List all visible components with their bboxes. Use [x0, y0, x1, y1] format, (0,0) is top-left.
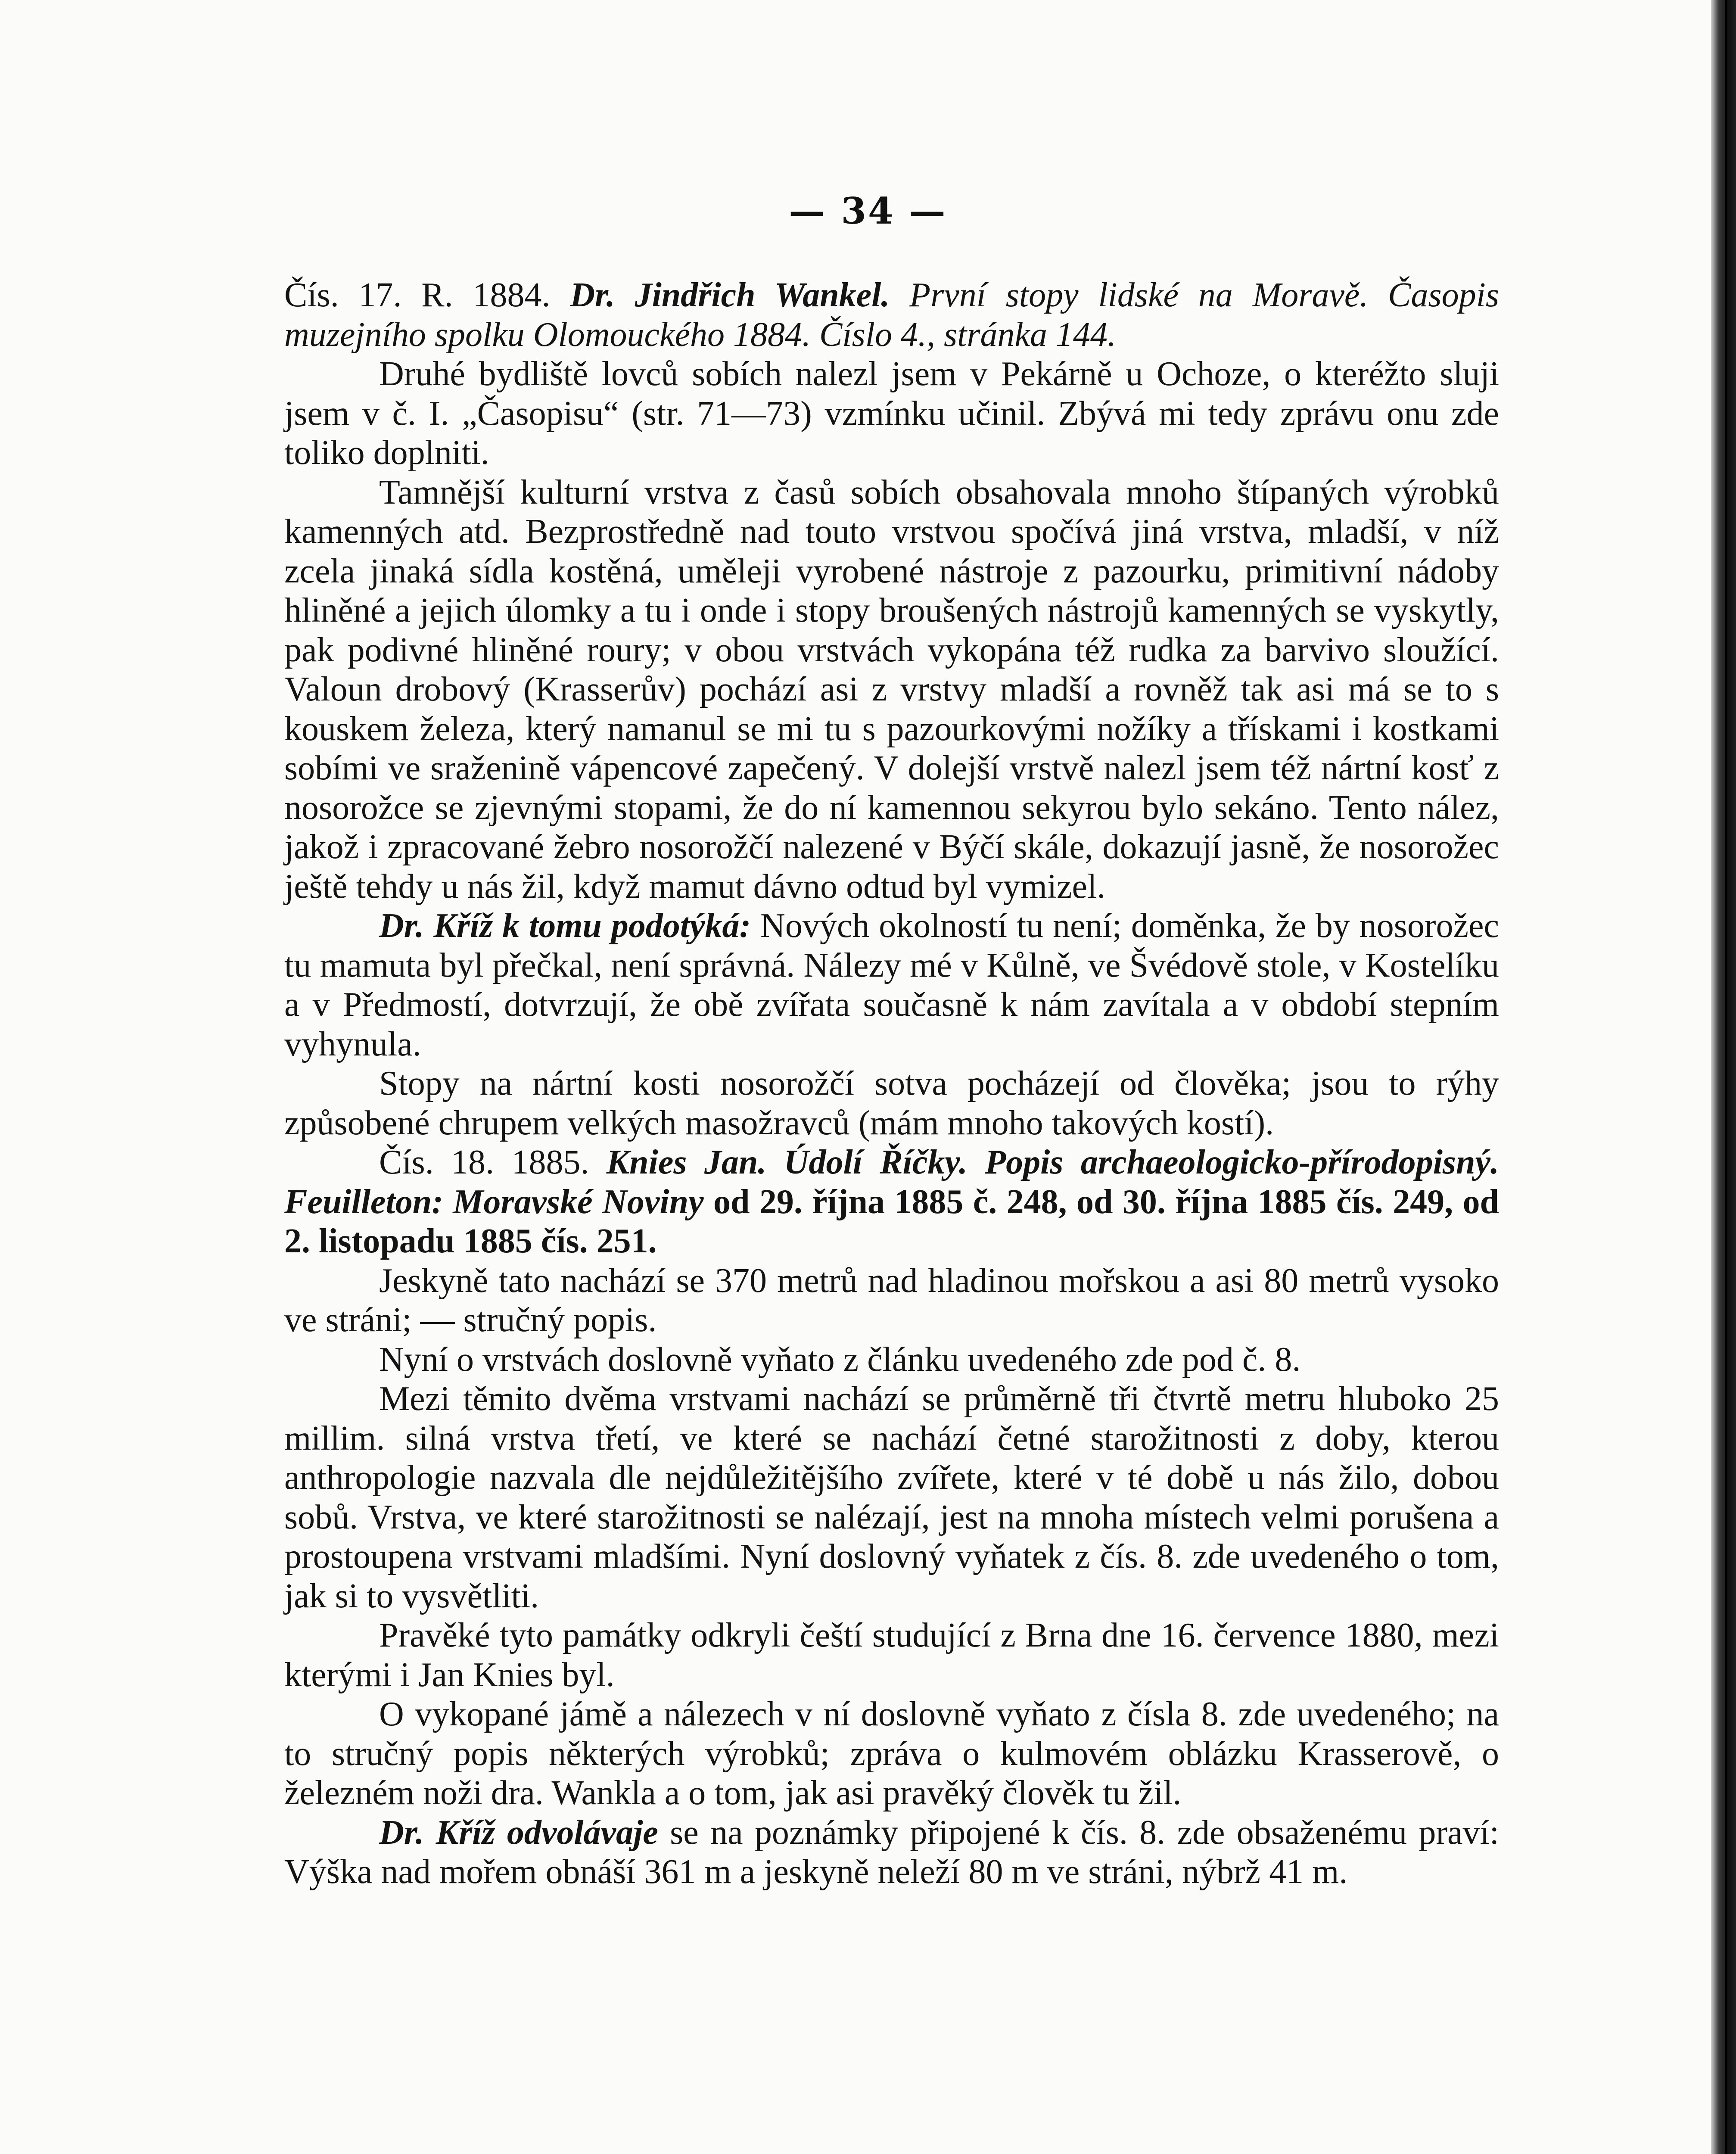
paragraph: Nyní o vrstvách doslovně vyňato z článku uvedeného zde pod č. 8.: [379, 1340, 1301, 1379]
paragraph: O vykopané jámě a nálezech v ní doslovně vyňato z čísla 8. zde uvedeného; na to stručný popis některých výrobků; zpráva o kulmovém oblázku Krasserově, o železném noži dra. Wankla a o tom, jak asi pravěký člověk tu žil.: [284, 1695, 1499, 1812]
citation-17-ref: Čís. 17. R. 1884.: [284, 276, 551, 314]
page-text: [284, 276, 1499, 1892]
citation-17-author: Dr. Jindřich Wankel.: [570, 276, 890, 314]
citation-17-title: První stopy lidské na Moravě. Časopis muzejního spolku Olomouckého 1884. Číslo 4., stránka 144.: [284, 276, 1500, 354]
paragraph: Jeskyně tato nachází se 370 metrů nad hladinou mořskou a asi 80 metrů vysoko ve stráni; — stručný popis.: [284, 1261, 1499, 1339]
citation-18-title: Údolí Říčky. Popis archaeologicko-přírodopisný. Feuilleton: Moravské Noviny: [284, 1143, 1499, 1221]
paragraph: Mezi těmito dvěma vrstvami nachází se průměrně tři čtvrtě metru hluboko 25 millim. silná vrstva třetí, ve které se nachází četné starožitnosti z doby, kterou anthropologie nazvala dle nejdůležitějšího zvířete, které v té době u nás žilo, dobou sobů. Vrstva, ve které starožitnosti se nalézají, jest na mnoha místech velmi porušena a prostoupena vrstvami mladšími. Nyní doslovný vyňatek z čís. 8. zde uvedeného o tom, jak si to vysvětliti.: [284, 1380, 1499, 1615]
page-number: — 34 —: [789, 190, 947, 232]
paragraph-text: se na poznámky připojené k čís. 8. zde obsaženému praví: Výška nad mořem obnáší 361 m a jeskyně neleží 80 m ve stráni, nýbrž 41 m.: [284, 1813, 1499, 1891]
scan-border: [1711, 0, 1736, 2154]
citation-18-ref: Čís. 18. 1885.: [379, 1143, 589, 1181]
citation-18-author: Knies Jan.: [606, 1143, 767, 1181]
citation-18-dates: od 29. října 1885 č. 248, od 30. října 1885 čís. 249, od 2. listopadu 1885 čís. 251.: [284, 1183, 1499, 1260]
scan-border-line: [1725, 0, 1727, 2154]
paragraph-kriz-17: [284, 906, 1499, 1064]
kriz-name: Dr. Kříž k tomu podotýká:: [379, 907, 751, 945]
citation-18: [284, 1143, 1499, 1261]
citation-17: [284, 276, 1499, 355]
paragraph-kriz-18: [284, 1813, 1499, 1892]
paragraph: Druhé bydliště lovců sobích nalezl jsem v Pekárně u Ochoze, o kteréžto sluji jsem v č. I. „Časopisu“ (str. 71—73) vzmínku učinil. Zbývá mi tedy zprávu onu zde toliko doplniti.: [284, 355, 1499, 472]
paragraph: Pravěké tyto památky odkryli čeští studující z Brna dne 16. července 1880, mezi kterými i Jan Knies byl.: [284, 1616, 1499, 1694]
paragraph: Tamnější kulturní vrstva z časů sobích obsahovala mnoho štípaných výrobků kamenných atd. Bezprostředně nad touto vrstvou spočívá jiná vrstva, mladší, v níž zcela jinaká sídla kostěná, uměleji vyrobené nástroje z pazourku, primitivní nádoby hliněné a jejich úlomky a tu i onde i stopy broušených nástrojů kamenných se vyskytly, pak podivné hliněné roury; v obou vrstvách vykopána též rudka za barvivo sloužící. Valoun drobový (Krasserův) pochází asi z vrstvy mladší a rovněž tak asi má se to s kouskem železa, který namanul se mi tu s pazourkovými nožíky a třískami i kostkami sobími ve sraženině vápencové zapečený. V dolejší vrstvě nalezl jsem též nártní kosť z nosorožce se zjevnými stopami, že do ní kamennou sekyrou bylo sekáno. Tento nález, jakož i zpracované žebro nosorožčí nalezené v Býčí skále, dokazují jasně, že nosorožec ještě tehdy u nás žil, když mamut dávno odtud byl vymizel.: [284, 473, 1499, 906]
paragraph-text: Nových okolností tu není; doměnka, že by nosorožec tu mamuta byl přečkal, není správná. Nálezy mé v Kůlně, ve Švédově stole, v Kostelíku a v Předmostí, dotvrzují, že obě zvířata současně k nám zavítala a v období stepním vyhynula.: [284, 907, 1499, 1063]
kriz-name: Dr. Kříž odvolávaje: [379, 1813, 658, 1852]
paragraph: Stopy na nártní kosti nosorožčí sotva pocházejí od člověka; jsou to rýhy způsobené chrupem velkých masožravců (mám mnoho takových kostí).: [284, 1065, 1499, 1142]
